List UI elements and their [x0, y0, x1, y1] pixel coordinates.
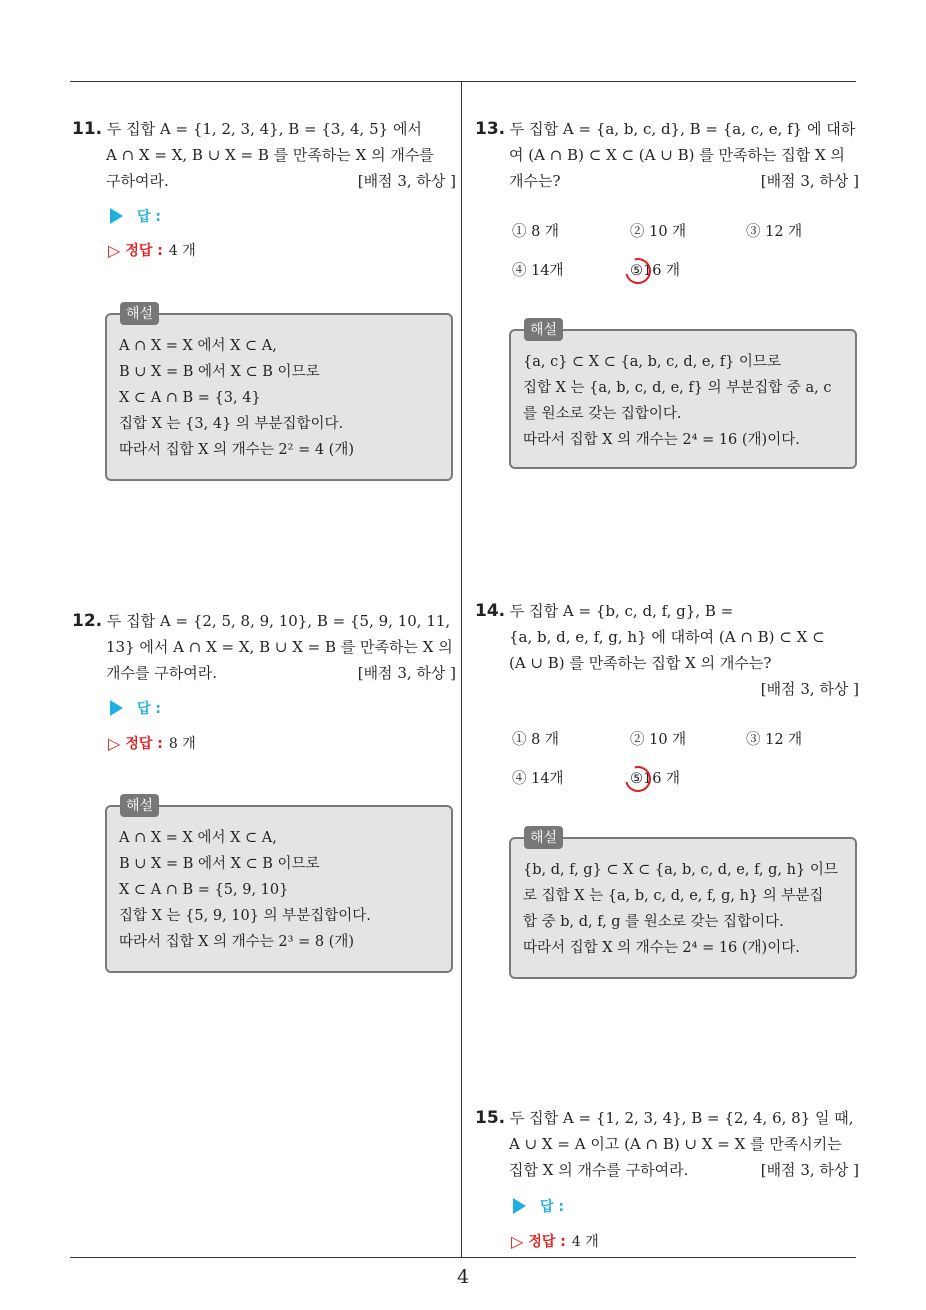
choice-5[interactable] [630, 259, 680, 280]
play-arrow-icon [513, 1198, 526, 1214]
correct-label: 정답 : [528, 1234, 566, 1250]
choice-text: 16 개 [643, 263, 681, 279]
solution-line: A ∩ X = X 에서 X ⊂ A, [119, 830, 277, 846]
question-line [475, 1157, 859, 1183]
problem-number: 14. [475, 601, 506, 621]
solution-line: 로 집합 X 는 {a, b, c, d, e, f, g, h} 의 부분집 [523, 888, 824, 904]
top-rule [70, 81, 856, 82]
question-text: 여 (A ∩ B) ⊂ X ⊂ (A ∪ B) 를 만족하는 집합 X 의 [509, 146, 845, 164]
choice-list [512, 728, 852, 788]
solution-line: {a, c} ⊂ X ⊂ {a, b, c, d, e, f} 이므로 [523, 354, 781, 370]
question-line [72, 116, 456, 142]
question-text: {a, b, d, e, f, g, h} 에 대하여 (A ∩ B) ⊂ X ⊂ [509, 628, 825, 646]
question-line [72, 660, 456, 686]
choice-3[interactable]: ③ 12 개 [746, 224, 803, 240]
answer-input-line[interactable] [110, 698, 161, 718]
question-line [72, 634, 456, 660]
solution-line: 집합 X 는 {a, b, c, d, e, f} 의 부분집합 중 a, c [523, 380, 832, 396]
question-line [475, 142, 859, 168]
question-text: 두 집합 A = {a, b, c, d}, B = {a, c, e, f} 에 대하 [509, 120, 856, 138]
choice-number: ⑤ [630, 263, 643, 279]
correct-label: 정답 : [125, 243, 163, 259]
question-line [475, 1105, 859, 1131]
question-text: 구하여라. [106, 172, 169, 190]
correct-label: 정답 : [125, 736, 163, 752]
question-text: 두 집합 A = {1, 2, 3, 4}, B = {2, 4, 6, 8} 일 때, [509, 1109, 854, 1127]
correct-value: 8 개 [168, 736, 196, 752]
question-line [475, 1131, 859, 1157]
correct-value: 4 개 [168, 243, 196, 259]
question-line [475, 168, 859, 194]
question-line [475, 116, 859, 142]
choice-number: ⑤ [630, 771, 643, 787]
solution-line: 집합 X 는 {5, 9, 10} 의 부분집합이다. [119, 908, 371, 924]
outline-triangle-icon: ▷ [108, 240, 121, 260]
correct-answer-line [108, 240, 196, 260]
question-line [72, 608, 456, 634]
question-line [475, 650, 859, 676]
play-arrow-icon [110, 208, 123, 224]
choice-1[interactable]: ① 8 개 [512, 224, 559, 240]
correct-answer-line [108, 733, 196, 753]
solution-line: B ∪ X = B 에서 X ⊂ B 이므로 [119, 364, 320, 380]
question-line [72, 142, 456, 168]
solution-tag: 해설 [524, 318, 563, 341]
solution-line: 따라서 집합 X 의 개수는 2⁴ = 16 (개)이다. [523, 432, 800, 448]
solution-line: 따라서 집합 X 의 개수는 2³ = 8 (개) [119, 934, 354, 950]
score-label: [배점 3, 하상 ] [357, 664, 456, 682]
problem-11 [72, 116, 456, 194]
question-text: 두 집합 A = {b, c, d, f, g}, B = [509, 602, 734, 620]
solution-tag: 해설 [120, 794, 159, 817]
problem-14 [475, 598, 859, 702]
solution-line: 따라서 집합 X 의 개수는 2⁴ = 16 (개)이다. [523, 940, 800, 956]
solution-line: 합 중 b, d, f, g 를 원소로 갖는 집합이다. [523, 914, 784, 930]
solution-line: A ∩ X = X 에서 X ⊂ A, [119, 338, 277, 354]
red-circle-mark-icon [620, 253, 656, 289]
question-text: A ∪ X = A 이고 (A ∩ B) ∪ X = X 를 만족시키는 [509, 1135, 842, 1153]
choice-4[interactable]: ④ 14개 [512, 771, 564, 787]
question-line [72, 168, 456, 194]
solution-tag: 해설 [120, 302, 159, 325]
choice-2[interactable]: ② 10 개 [630, 224, 687, 240]
problem-number: 15. [475, 1108, 506, 1128]
selected-mark [630, 263, 643, 279]
problem-number: 11. [72, 119, 103, 139]
problem-number: 13. [475, 119, 506, 139]
answer-input-line[interactable] [513, 1196, 564, 1216]
answer-label: 답 : [137, 209, 161, 225]
answer-input-line[interactable] [110, 206, 161, 226]
solution-box [509, 837, 857, 979]
column-divider [461, 81, 462, 1258]
question-text: 두 집합 A = {1, 2, 3, 4}, B = {3, 4, 5} 에서 [106, 120, 422, 138]
solution-line: 를 원소로 갖는 집합이다. [523, 406, 682, 422]
solution-line: 집합 X 는 {3, 4} 의 부분집합이다. [119, 416, 344, 432]
red-circle-mark-icon [620, 761, 656, 797]
score-label: [배점 3, 하상 ] [357, 172, 456, 190]
question-text: 집합 X 의 개수를 구하여라. [509, 1161, 689, 1179]
question-line [475, 598, 859, 624]
choice-1[interactable]: ① 8 개 [512, 732, 559, 748]
outline-triangle-icon: ▷ [108, 733, 121, 753]
problem-12 [72, 608, 456, 686]
solution-line: X ⊂ A ∩ B = {5, 9, 10} [119, 882, 289, 898]
solution-line: {b, d, f, g} ⊂ X ⊂ {a, b, c, d, e, f, g, h} 이므 [523, 862, 838, 878]
question-text: (A ∪ B) 를 만족하는 집합 X 의 개수는? [509, 654, 772, 672]
solution-box [509, 329, 857, 469]
solution-box [105, 313, 453, 481]
solution-line: X ⊂ A ∩ B = {3, 4} [119, 390, 261, 406]
solution-tag: 해설 [524, 826, 563, 849]
question-line [475, 676, 859, 702]
selected-mark [630, 771, 643, 787]
answer-label: 답 : [137, 701, 161, 717]
question-text: A ∩ X = X, B ∪ X = B 를 만족하는 X 의 개수를 [106, 146, 434, 164]
choice-5[interactable] [630, 767, 680, 788]
outline-triangle-icon: ▷ [511, 1231, 524, 1251]
question-text: 개수는? [509, 172, 561, 190]
choice-4[interactable]: ④ 14개 [512, 263, 564, 279]
choice-text: 16 개 [643, 771, 681, 787]
score-label: [배점 3, 하상 ] [760, 1161, 859, 1179]
play-arrow-icon [110, 700, 123, 716]
problem-number: 12. [72, 611, 103, 631]
choice-3[interactable]: ③ 12 개 [746, 732, 803, 748]
correct-answer-line [511, 1231, 599, 1251]
choice-list [512, 220, 852, 280]
score-label: [배점 3, 하상 ] [760, 172, 859, 190]
solution-line: B ∪ X = B 에서 X ⊂ B 이므로 [119, 856, 320, 872]
bottom-rule [70, 1257, 856, 1258]
question-line [475, 624, 859, 650]
score-label: [배점 3, 하상 ] [760, 680, 859, 698]
question-text: 개수를 구하여라. [106, 664, 217, 682]
question-text: 13} 에서 A ∩ X = X, B ∪ X = B 를 만족하는 X 의 [106, 638, 453, 656]
correct-value: 4 개 [571, 1234, 599, 1250]
page-number: 4 [456, 1266, 470, 1288]
choice-2[interactable]: ② 10 개 [630, 732, 687, 748]
solution-box [105, 805, 453, 973]
problem-15 [475, 1105, 859, 1183]
question-text: 두 집합 A = {2, 5, 8, 9, 10}, B = {5, 9, 10, 11, [106, 612, 451, 630]
solution-line: 따라서 집합 X 의 개수는 2² = 4 (개) [119, 442, 354, 458]
problem-13 [475, 116, 859, 194]
answer-label: 답 : [540, 1199, 564, 1215]
